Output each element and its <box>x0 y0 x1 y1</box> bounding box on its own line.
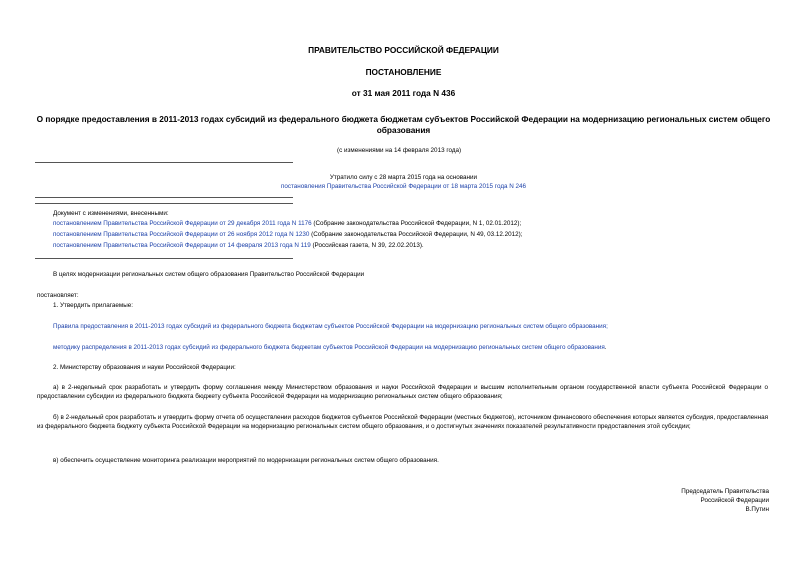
clause-1: 1. Утвердить прилагаемые: <box>53 302 133 309</box>
amendment-link[interactable]: постановлением Правительства Российской Федерации от 14 февраля 2013 года N 119 <box>53 242 311 249</box>
preamble: В целях модернизации региональных систем общего образования Правительство Российской Федерации <box>53 271 365 278</box>
divider <box>35 258 293 259</box>
document-title: О порядке предоставления в 2011-2013 годах субсидий из федерального бюджета бюджетам субъектов Российской Федерации на модернизацию региональных систем общего образования <box>36 114 771 135</box>
divider <box>35 203 293 204</box>
doc-type-heading: ПОСТАНОВЛЕНИЕ <box>365 67 442 77</box>
resolves-text: постановляет: <box>37 292 79 299</box>
methodology-end: . <box>604 344 607 351</box>
clause-2a: а) в 2-недельный срок разработать и утвердить форму соглашения между Министерством образования и науки Российской Федерации и высшим исполнительным органом государственной власти субъекта Российской Федерации о предоставлении субсидии из федерального бюджета бюджету субъекта Российской Федерации на модернизацию региональных систем общего образования; <box>37 384 768 400</box>
expiry-link[interactable]: постановления Правительства Российской Федерации от 18 марта 2015 года N 246 <box>280 183 527 190</box>
amendment-item <box>53 242 424 250</box>
amendment-source: (Собрание законодательства Российской Федерации, N 49, 03.12.2012); <box>309 231 523 238</box>
amendment-link[interactable]: постановлением Правительства Российской Федерации от 29 декабря 2011 года N 1176 <box>53 220 312 227</box>
methodology-line <box>53 344 607 352</box>
expiry-note: Утратило силу с 28 марта 2015 года на основании <box>329 174 478 181</box>
clause-2b: б) в 2-недельный срок разработать и утвердить форму отчета об осуществлении расходов бюджетов субъектов Российской Федерации (местных бюджетов), источником финансового обеспечения которых является субсидия, предоставленная из федерального бюджета бюджету субъекта Российской Федерации на модернизацию региональных систем общего образования, и о достигнутых значениях показателей результативности предоставления этой субсидии; <box>37 414 768 430</box>
amendment-item <box>53 220 521 228</box>
signature-block <box>681 487 769 514</box>
methodology-link[interactable]: методику распределения в 2011-2013 годах субсидий из федерального бюджета бюджетам субъектов Российской Федерации на модернизацию региональных систем общего образования <box>53 344 605 351</box>
amendment-source: (Российская газета, N 39, 22.02.2013). <box>310 242 424 249</box>
signature-position: Председатель Правительства <box>681 488 769 495</box>
divider <box>35 162 293 163</box>
edition-note: (с изменениями на 14 февраля 2013 года) <box>337 147 462 154</box>
amendments-heading: Документ с изменениями, внесенными: <box>53 210 169 217</box>
divider <box>35 197 293 198</box>
signature-country: Российской Федерации <box>700 497 769 504</box>
amendment-source: (Собрание законодательства Российской Федерации, N 1, 02.01.2012); <box>311 220 522 227</box>
amendment-link[interactable]: постановлением Правительства Российской Федерации от 26 ноября 2012 года N 1230 <box>53 231 310 238</box>
government-heading: ПРАВИТЕЛЬСТВО РОССИЙСКОЙ ФЕДЕРАЦИИ <box>308 45 499 55</box>
signature-name: В.Путин <box>745 506 769 513</box>
clause-2c: в) обеспечить осуществление мониторинга реализации мероприятий по модернизации региональных систем общего образования. <box>53 457 439 464</box>
amendment-item <box>53 231 523 239</box>
clause-2: 2. Министерству образования и науки Российской Федерации: <box>53 364 236 371</box>
rules-link[interactable]: Правила предоставления в 2011-2013 годах субсидий из федерального бюджета бюджетам субъектов Российской Федерации на модернизацию региональных систем общего образования; <box>53 323 608 330</box>
date-number-heading: от 31 мая 2011 года N 436 <box>351 88 456 98</box>
